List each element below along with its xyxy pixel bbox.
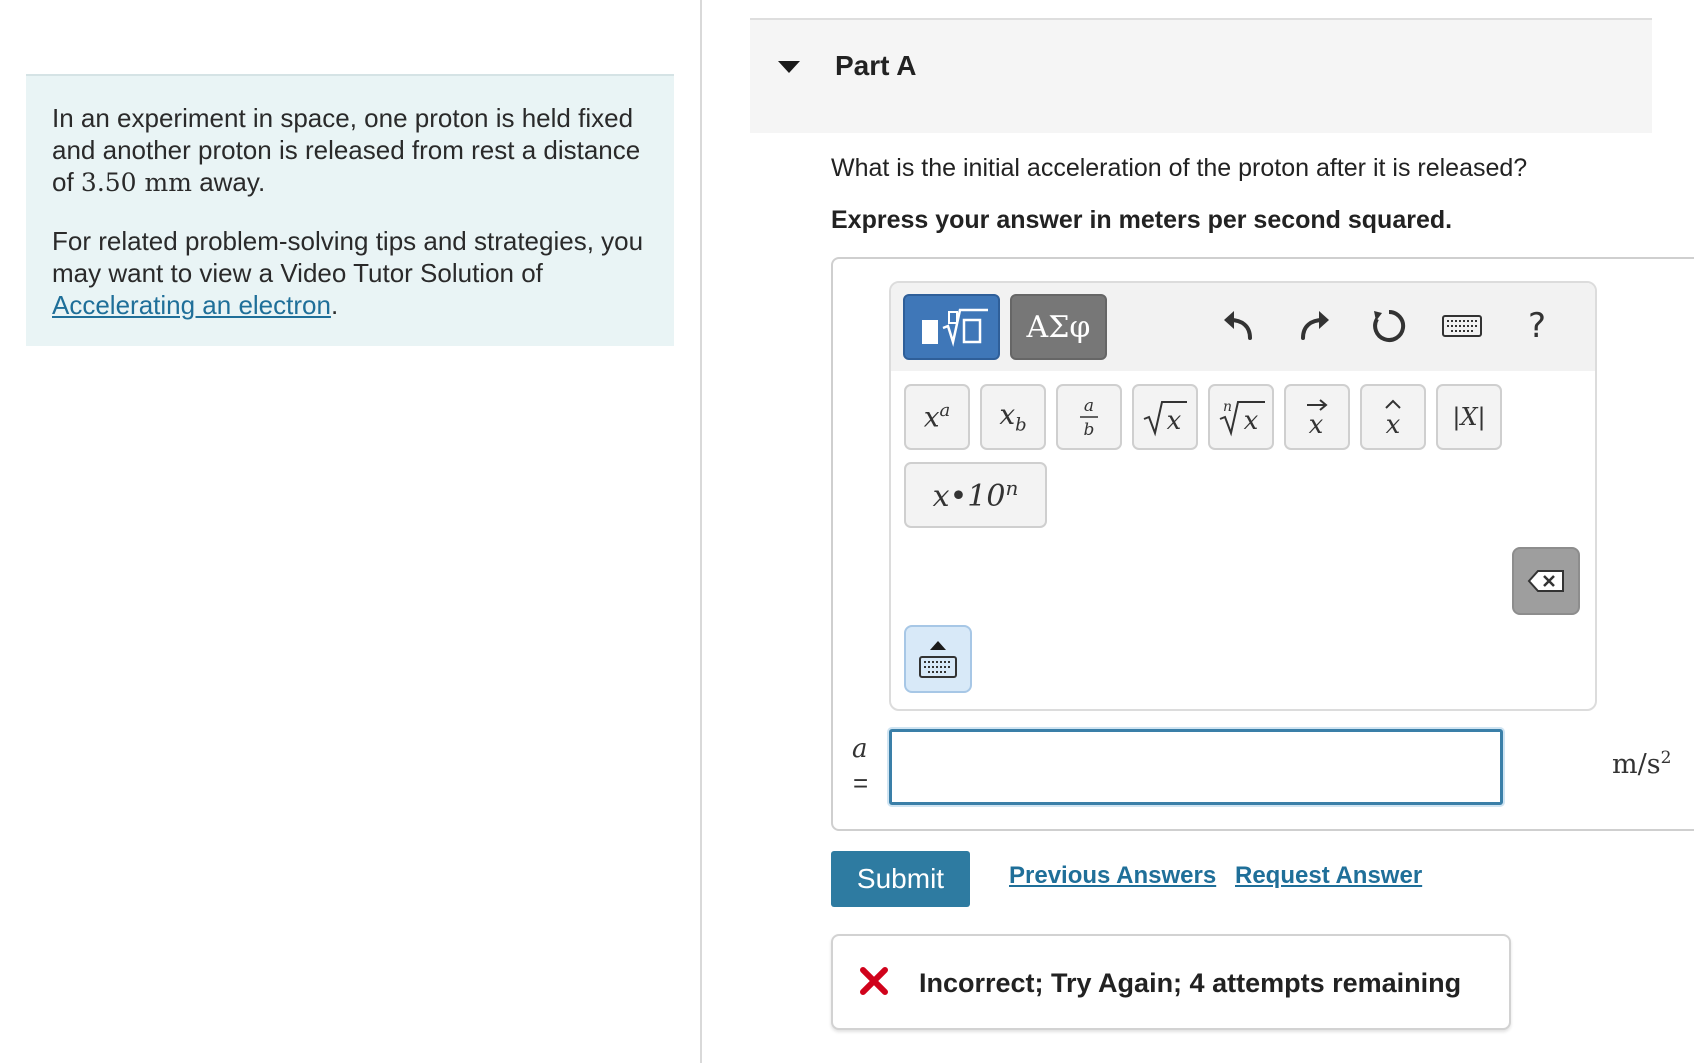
answer-input[interactable]	[889, 729, 1503, 805]
fraction-button[interactable]	[1056, 384, 1122, 450]
keyboard-shortcuts-icon[interactable]	[1437, 300, 1487, 352]
svg-text:x: x	[1166, 406, 1182, 436]
math-templates-tab[interactable]	[903, 294, 1000, 360]
video-tutor-link[interactable]: Accelerating an electron	[52, 290, 331, 320]
superscript-button[interactable]: $x^a$	[904, 384, 970, 450]
distance-value: 3.50	[80, 168, 137, 197]
help-icon[interactable]: ?	[1527, 306, 1547, 346]
subscript-button[interactable]: $x_b$	[980, 384, 1046, 450]
tips-paragraph: For related problem-solving tips and strategies, you may want to view a Video Tutor Solution of Accelerating an electron.	[52, 226, 644, 320]
request-answer-link[interactable]: Request Answer	[1235, 862, 1423, 889]
unit-vector-button[interactable]	[1360, 384, 1426, 450]
answer-variable-label: a	[852, 734, 868, 764]
svg-text:x: x	[1308, 410, 1324, 439]
collapse-caret-icon[interactable]	[778, 61, 800, 73]
vector-button[interactable]	[1284, 384, 1350, 450]
templates-icon	[912, 302, 992, 352]
instruction-text: Express your answer in meters per second squared.	[831, 206, 1453, 234]
unit-label: $m/s^2$	[1612, 748, 1672, 780]
previous-answers-link[interactable]: Previous Answers	[1009, 862, 1217, 889]
svg-text:b: b	[1083, 420, 1095, 439]
undo-icon[interactable]	[1213, 300, 1263, 352]
feedback-text: Incorrect; Try Again; 4 attempts remaining	[919, 968, 1462, 998]
feedback-message	[831, 934, 1511, 1030]
keyboard-icon	[919, 656, 957, 678]
incorrect-x-icon	[859, 966, 889, 996]
distance-unit: mm	[144, 168, 192, 197]
keyboard-toggle-button[interactable]	[904, 625, 972, 693]
problem-statement: In an experiment in space, one proton is held fixed and another proton is released from rest a distance of 3.50 mm away.	[52, 103, 641, 197]
question-text: What is the initial acceleration of the proton after it is released?	[831, 154, 1528, 182]
svg-text:x: x	[1243, 406, 1259, 436]
caret-up-icon	[930, 641, 946, 650]
submit-button[interactable]: Submit	[831, 851, 970, 907]
svg-text:a: a	[1083, 396, 1095, 416]
scientific-notation-button[interactable]: x•10$^n$	[904, 462, 1047, 528]
backspace-button[interactable]	[1512, 547, 1580, 615]
svg-text:n: n	[1223, 399, 1233, 415]
equals-sign: =	[853, 768, 869, 798]
part-title: Part A	[835, 50, 917, 81]
problem-panel	[26, 74, 674, 346]
part-header[interactable]	[750, 18, 1652, 133]
nth-root-button[interactable]	[1208, 384, 1274, 450]
redo-icon[interactable]	[1290, 300, 1340, 352]
backspace-icon	[1527, 569, 1565, 593]
vertical-divider	[700, 0, 702, 1063]
square-root-button[interactable]	[1132, 384, 1198, 450]
greek-symbols-tab[interactable]: ΑΣφ	[1010, 294, 1107, 360]
svg-text:x: x	[1385, 410, 1401, 439]
reset-icon[interactable]	[1364, 300, 1414, 352]
absolute-value-button[interactable]: |X|	[1436, 384, 1502, 450]
